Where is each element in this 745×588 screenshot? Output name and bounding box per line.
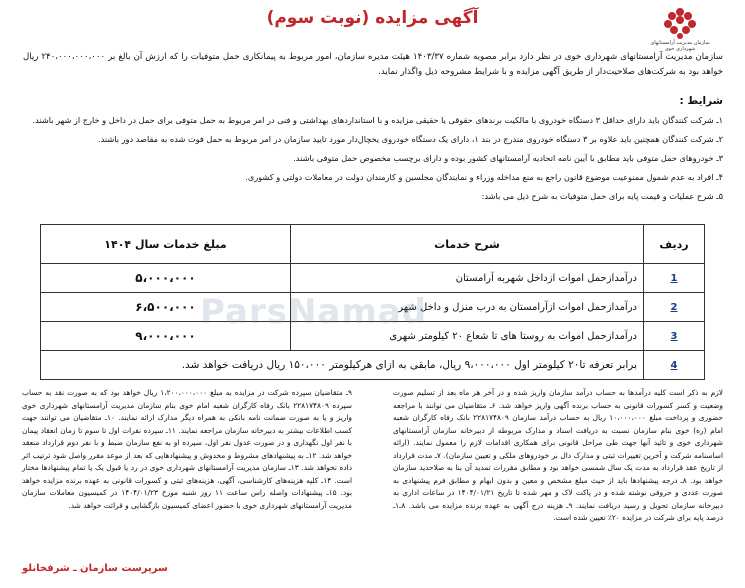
row-description: درآمدازحمل اموات ازداخل شهربه آرامستان (291, 264, 644, 293)
notice-title: آگهی مزایده (نوبت سوم) (266, 8, 479, 28)
row-number: 2 (670, 301, 678, 313)
condition-item: ۳ـ خودروهای حمل متوفی باید مطابق با آیین نامه اتحادیه آرامستانهای کشور بوده و دارای برچسب مخصوص حمل متوفی باشند. (293, 153, 723, 163)
row-description: برابر تعرفه تا۲۰ کیلومتر اول ۹،۰۰۰،۰۰۰ ریال، مابقی به ازای هرکیلومتر ۱۵۰،۰۰۰ ریال دریافت خواهد شد. (41, 351, 644, 380)
table-row (41, 351, 705, 380)
conditions-heading: شرایط : (679, 95, 723, 107)
watermark: ParsNamad (200, 292, 428, 332)
table-row (41, 264, 705, 293)
row-number: 3 (670, 330, 678, 342)
table-header-row (41, 225, 705, 264)
condition-item: ۵ـ شرح عملیات و قیمت پایه برای حمل متوفیات به شرح ذیل می باشد: (481, 191, 723, 201)
row-description: درآمدازحمل اموات به روستا های تا شعاع ۲۰ کیلومتر شهری (291, 322, 644, 351)
row-amount: ۶،۵۰۰،۰۰۰ (41, 293, 291, 322)
row-description: درآمدازحمل اموات ازآرامستان به درب منزل و داخل شهر (291, 293, 644, 322)
terms-column-left: ۹ـ متقاضیان سپرده شرکت در مزایده به مبلغ ۱،۲۰۰،۰۰۰،۰۰۰ ریال خواهد بود که به صورت نقد به حساب سپرده ۲۲۸۱۷۴۸۰۹ بانک رفاه کارگران شعبه امام خوی بنام سازمان مدیریت آرامستانهای شهرداری خوی واریز و یا به صورت ضمانت نامه بانکی به همراه دیگر مدارک ارائه نمایند. ۱۰ـ متقاضیان می توانند جهت کسب اطلاعات بیشتر به دبیرخانه سازمان مراجعه نمایند. ۱۱ـ سپرده نفرات اول تا سوم تا زمان انعقاد پیمان با نفر اول نگهداری و در صورت عدول نفر اول، سپرده او به نفع سازمان ضبط و با نفر دوم قرارداد منعقد خواهد شد. ۱۲ـ به پیشنهادهای مشروط و مخدوش و پیشنهادهایی که بعد از موعد مقرر واصل شود ترتیب اثر داده نخواهد شد. ۱۳ـ سازمان مدیریت آرامستانهای شهرداری خوی در رد یا قبول یک یا تمام پیشنهادها مختار است. ۱۴ـ کلیه هزینه‌های کارشناسی، آگهی، هزینه‌های ثبتی و کسورات قانونی به عهده برنده مزایده خواهد بود. ۱۵ـ پیشنهادات واصله راس ساعت ۱۱ روز شنبه مورخ ۱۴۰۴/۰۱/۲۳ در کمیسیون معاملات سازمان مدیریت آرامستانهای شهرداری خوی با حضور اعضای کمیسیون بازگشایی و قرائت خواهد شد. (22, 388, 353, 510)
intro-paragraph: سازمان مدیریت آرامستانهای شهرداری خوی در نظر دارد برابر مصوبه شماره ۱۴۰۳/۳۷ هیئت مدیره سازمان، امور مربوط به پیمانکاری حمل متوفیات را که ارزش آن بالغ بر ۲۴۰،۰۰۰،۰۰۰،۰۰۰ ریال خواهد بود به شرکت‌های صلاحیت‌دار از طریق آگهی مزایده و با شرایط مشروحه ذیل واگذار نماید. (23, 52, 723, 77)
condition-item: ۲ـ شرکت کنندگان همچنین باید علاوه بر ۳ دستگاه خودروی مندرج در بند ۱، دارای یک دستگاه خودروی یخچال‌دار مورد تایید سازمان در امر مربوط به حمل فوت شده به مقاصد دور باشند. (98, 134, 723, 144)
signature: سرپرست سازمان ـ شرفخانلو (22, 563, 168, 574)
header-amount: مبلغ خدمات سال ۱۴۰۴ (41, 225, 291, 264)
conditions-list (23, 113, 723, 208)
logo-caption: سازمان مدیریت آرامستانهای شهرداری خوی (650, 40, 710, 52)
row-number: 1 (670, 272, 678, 284)
row-amount: ۹،۰۰۰،۰۰۰ (41, 322, 291, 351)
condition-item: ۴ـ افراد به عدم شمول ممنوعیت موضوع قانون راجع به منع مداخله وزراء و نمایندگان مجلسین و کارمندان دولت در معاملات دولتی و کشوری. (245, 172, 723, 182)
header-service: شرح خدمات (291, 225, 644, 264)
row-amount: ۵،۰۰۰،۰۰۰ (41, 264, 291, 293)
header-row-no: ردیف (644, 225, 705, 264)
condition-item: ۱ـ شرکت کنندگان باید دارای حداقل ۳ دستگاه خودروی با مالکیت برندهای حقوقی یا حقیقی مزایده و با استانداردهای بهداشتی و فنی در امر مربوط به حمل متوفی برای حمل در داخل و خارج از شهر باشند. (32, 115, 723, 125)
row-number: 4 (670, 359, 678, 371)
terms-column-right: لازم به ذکر است کلیه درآمدها به حساب درآمد سازمان واریز شده و در آخر هر ماه بعد از تسلیم صورت وضعیت و کسر کسورات قانونی به حساب برنده آگهی واریز خواهد شد. ۶ـ متقاضیان می توانند با مراجعه حضوری و پرداخت مبلغ ۱۰،۰۰۰،۰۰۰ ریال به حساب درآمد سازمان ۲۲۸۱۷۴۸۰۹ بانک رفاه کارگران شعبه امام (ره) خوی بنام سازمان نسبت به دریافت اسناد و مدارک مربوطه از دبیرخانه سازمان آرامستانهای شهرداری خوی و تائید آنها جهت طی مراحل قانونی برای همکاری اقدامات لازم را معمول نمایند. (ارائه اساسنامه شرکت و آخرین تغییرات ثبتی و مدارک دال بر خودروهای ملکی و تعیین سازمان). ۷ـ مدت قرارداد از تاریخ عقد قرارداد به مدت یک سال شمسی خواهد بود و مطابق مقررات تمدید آن بنا به صلاحدید سازمان خواهد بود. ۸ـ درجه پیشنهادها باید از حیث مبلغ مشخص و معین و بدون ابهام و مطابق فرم پیشنهادی به صورت عددی و حروفی نوشته شده و در پاکت لاک و مهر شده تا تاریخ ۱۴۰۴/۰۱/۲۱ در ساعات اداری به دبیرخانه سازمان تحویل و رسید دریافت نمایند. ۹ـ هزینه درج آگهی به عهده برنده مزایده می باشد. ۸ـ۱ـ درصد پایه برای شرکت در مزایده ۲۰٪ تعیین شده است. (393, 388, 724, 522)
